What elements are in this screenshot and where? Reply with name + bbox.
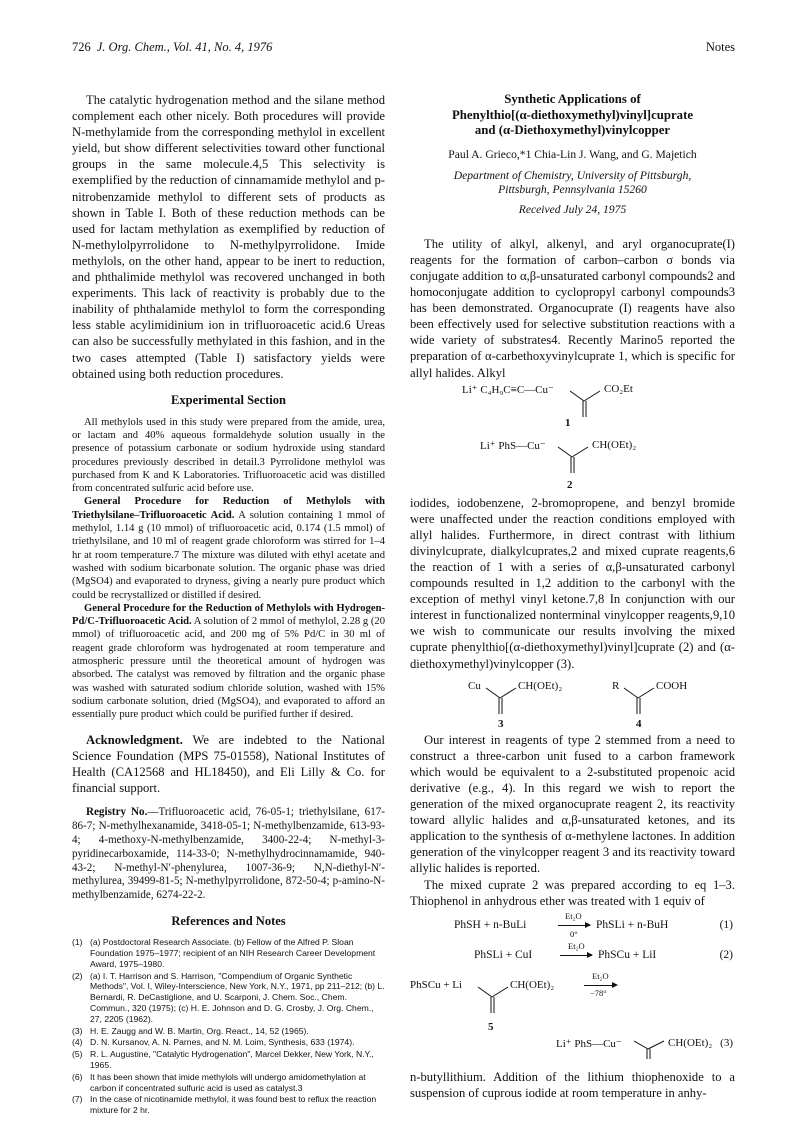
right-paragraph-5: n-butyllithium. Addition of the lithium thiophenoxide to a suspension of cuprous iodide at room temperature in anhy-	[410, 1069, 735, 1100]
eq3-product-right: CH(OEt)₂	[668, 1036, 713, 1049]
reference-item	[72, 937, 385, 969]
reference-item	[72, 1072, 385, 1094]
structure-2-left: Li⁺ PhS—Cu⁻	[480, 439, 546, 452]
eq2-products: PhSCu + LiI	[598, 948, 657, 961]
reference-text: D. N. Kursanov, A. N. Parnes, and N. M. Loim, Synthesis, 633 (1974).	[90, 1037, 355, 1048]
reference-number: (3)	[72, 1025, 83, 1036]
procedure-1-body: A solution containing 1 mmol of methylol, 1.14 g (10 mmol) of trifluoroacetic acid, 0.174 (1.5 mmol) of triethylsilane, and 10 ml of reagent grade chloroform was stirred for 1–4 hr at room temperature.7 The mixture was diluted with ethyl acetate and washed with sodium bicarbonate solution. The organic phase was dried (MgSO4) and evaporated to dryness, giving a nearly pure product which could be recrystallized or distilled if desired.	[72, 509, 385, 601]
compound-number-2: 2	[567, 478, 573, 491]
eq3-reagent-group: CH(OEt)₂	[510, 978, 555, 991]
affiliation-line-2: Pittsburgh, Pennsylvania 15260	[498, 182, 647, 196]
reference-text: In the case of nicotinamide methylol, it was found best to reflux the reaction mixture for 2 hr.	[90, 1094, 377, 1116]
journal-citation: J. Org. Chem., Vol. 41, No. 4, 1976	[96, 40, 273, 54]
structure-2	[410, 431, 735, 495]
procedure-2	[72, 602, 385, 722]
reference-number: (1)	[72, 937, 83, 948]
compound-number-5: 5	[488, 1020, 494, 1033]
compound-number-3: 3	[498, 717, 504, 730]
compound-number-1: 1	[565, 416, 571, 429]
reference-number: (7)	[72, 1094, 83, 1105]
right-paragraph-1: The utility of alkyl, alkenyl, and aryl organocuprate(I) reagents for the formation of carbon–carbon σ bonds via conjugate addition to α,β-unsaturated carbonyl compounds2 and homoconjugate addition to cyclopropyl carbonyl compounds3 has been demonstrated. Organocuprate (I) reagents have also been effectively used for selective substitution reactions with a wide variety of substrates4. Recently Marino5 reported the preparation of α-carbethoxyvinylcuprate 1, which is specific for allyl halides. Alkyl	[410, 236, 735, 380]
reference-number: (6)	[72, 1071, 83, 1082]
procedure-2-body: A solution of 2 mmol of methylol, 2.28 g (20 mmol) of trifluoroacetic acid, and 200 mg of 5% Pd/C in 30 ml of reagent grade chloroform was hydrogenated at room temperature and atmospheric pressure until the theoretical amount of hydrogen was absorbed. The catalyst was removed by filtration and the organic phase was washed with saturated sodium chloride solution, washed with 15% sodium carbonate solution, dried (MgSO4), and evaporated to afford an essentially pure product which could be purified further if desired.	[72, 616, 385, 721]
acknowledgment	[72, 732, 385, 796]
left-column	[72, 92, 385, 1117]
right-paragraph-2: iodides, iodobenzene, 2-bromopropene, and benzyl bromide were unaffected under the reaction conditions employed with allyl halides. Furthermore, in direct contrast with lithium divinylcuprate, dialkylcuprates,2 and mixed cuprate reagents,6 the reaction of 1 with a series of α,β-unsaturated carbonyl compounds resulted in 1,2 addition to the carbonyl with the exception of methyl vinyl ketone.7,8 In conjunction with our interest in functionalized nonterminal vinylcopper reagents,9,10 we wish to communicate our results involving the mixed cuprate phenylthio[(α-diethoxymethyl)vinyl]cuprate (2) and (α-diethoxymethyl)vinylcopper (3).	[410, 495, 735, 671]
references-list	[72, 937, 385, 1116]
structure-1-vinyl	[568, 387, 608, 419]
acknowledgment-body: We are indebted to the National Science Foundation (MPS 75-01558), National Institutes of Health (CA12568 and HL18450), and Eli Lilly & Co. for financial support.	[72, 732, 385, 795]
title-line-3: and (α-Diethoxymethyl)vinylcopper	[474, 123, 671, 138]
reference-item	[72, 1094, 385, 1116]
structure-3-right: CH(OEt)₂	[518, 679, 563, 692]
reference-text: (a) Postdoctoral Research Associate. (b) Fellow of the Alfred P. Sloan Foundation 1975–1977; recipient of an NIH Research Career Development Award, 1975–1980.	[90, 937, 376, 969]
registry-numbers	[72, 806, 385, 903]
structure-2-right: CH(OEt)₂	[592, 438, 637, 451]
eq1-reactants: PhSH + n-BuLi	[454, 918, 527, 931]
affiliation-line-1: Department of Chemistry, University of Pittsburgh,	[453, 168, 692, 182]
running-head	[72, 40, 735, 55]
structure-1-left: Li⁺ C₄H₉C≡C—Cu⁻	[462, 383, 554, 396]
eq3-arrowhead	[612, 982, 618, 988]
right-paragraph-4: The mixed cuprate 2 was prepared according to eq 1–3. Thiophenol in anhydrous ether was treated with 1 equiv of	[410, 877, 735, 908]
reference-text: H. E. Zaugg and W. B. Martin, Org. React., 14, 52 (1965).	[90, 1025, 309, 1036]
title-line-1: Synthetic Applications of	[504, 92, 641, 106]
eq1-temp: 0°	[570, 928, 578, 939]
eq1-number: (1)	[719, 918, 733, 931]
structure-1	[410, 381, 735, 431]
procedure-1	[72, 495, 385, 601]
right-paragraph-3: Our interest in reagents of type 2 stemmed from a need to construct a three-carbon unit fused to a carbon framework which would be equivalent to a 2-substituted propenoic acid derivative (e.g., 4). In this regard we wish to report the generation of the mixed organocuprate reagent 2, its reactivity toward allylic halides and α,β-unsaturated ketones, and its application to the synthesis of α-methylene lactones. In addition generation of the vinylcopper reagent 3 and its reactivity toward allylic halides is reported.	[410, 732, 735, 876]
structure-3-left: Cu	[468, 679, 481, 692]
reference-number: (4)	[72, 1037, 83, 1048]
eq1-arrow	[558, 925, 590, 926]
eq3-number: (3)	[720, 1036, 733, 1049]
structures-3-4	[410, 672, 735, 732]
eq2-solvent: Et₂O	[568, 940, 585, 951]
eq1-products: PhSLi + n-BuH	[596, 918, 669, 931]
eq2-number: (2)	[719, 948, 733, 961]
intro-paragraph: The catalytic hydrogenation method and the silane method complement each other nicely. Both procedures will provide N-methylamide from the corresponding methylol in excellent yield, but show different selectivities toward other functional groups in the same molecule.4,5 This selectivity is exemplified by the reduction of cinnamamide methylol and p-nitrobenzamide methylol to different sets of products as shown in Table I. Both of these reduction methods can be used for lactam methylation as exemplified by reduction of N-methylolpyrrolidone to N-methylpyrrolidone. Imide methylols, on the other hand, appear to be inert to reduction, and phthalimide methylol was recovered unchanged in both experiments. This lack of reactivity is probably due to the inability of phthalamide methylol to form the corresponding less stable acylimidinium ion in trifluoroacetic acid.6 Ureas can also be successfully methylated in this fashion, and in the two cases attempted (Table I) satisfactory yields were obtained using both reduction procedures.	[72, 93, 385, 381]
eq2-reactants: PhSLi + CuI	[474, 948, 533, 961]
authors: Paul A. Grieco,*1 Chia-Lin J. Wang, and G. Majetich	[448, 147, 697, 161]
equation-2	[410, 940, 735, 969]
structure-4-right: COOH	[656, 679, 688, 692]
right-column	[410, 92, 735, 1101]
reference-item	[72, 971, 385, 1025]
page-number: 726	[72, 40, 91, 54]
reference-item	[72, 1026, 385, 1037]
section-label: Notes	[705, 40, 735, 54]
reference-item	[72, 1049, 385, 1071]
procedure-1-heading: General Procedure for Reduction of Methylols with Triethylsilane–Trifluoroacetic Acid.	[72, 496, 385, 521]
received-date: Received July 24, 1975	[518, 202, 627, 216]
reference-item	[72, 1037, 385, 1048]
procedure-2-heading: General Procedure for the Reduction of Methylols with Hydrogen-Pd/C-Trifluoroacetic Acid.	[72, 602, 385, 628]
eq3-product-left: Li⁺ PhS—Cu⁻	[556, 1037, 622, 1050]
structure-4-left: R	[612, 679, 620, 692]
equation-1	[410, 910, 735, 939]
eq3-solvent: Et₂O	[592, 970, 609, 981]
title-line-2: Phenylthio[(α-diethoxymethyl)vinyl]cuprate	[451, 107, 694, 122]
eq3-temp: −78°	[590, 987, 607, 998]
references-heading: References and Notes	[171, 914, 286, 929]
reference-text: It has been shown that imide methylols will undergo amidomethylation at carbon if concentrated sulfuric acid is used as catalyst.3	[90, 1071, 366, 1093]
reference-number: (5)	[72, 1049, 83, 1060]
eq2-arrow	[560, 955, 592, 956]
reference-text: R. L. Augustine, "Catalytic Hydrogenation", Marcel Dekker, New York, N.Y., 1965.	[90, 1049, 374, 1070]
equation-3	[410, 970, 735, 1057]
acknowledgment-heading: Acknowledgment.	[86, 732, 183, 747]
reference-number: (2)	[72, 970, 83, 981]
eq3-reactants: PhSCu + Li	[410, 978, 463, 991]
experimental-heading: Experimental Section	[171, 392, 286, 407]
structure-2-vinyl	[556, 443, 596, 475]
eq1-solvent: Et₂O	[565, 910, 582, 921]
article-title	[410, 92, 735, 139]
compound-number-4: 4	[636, 717, 642, 730]
reference-text: (a) I. T. Harrison and S. Harrison, "Compendium of Organic Synthetic Methods", Vol. I, Wiley-Interscience, New York, N.Y., 1971, pp 211–212; (b) L. Bernardi, R. DeCastiglione, and U. Scarponi, J. Chem. Soc., Chem. Commun., 320 (1975); (c) H. E. Johnson and D. G. Crosby, J. Org. Chem., 27, 2205 (1962).	[90, 970, 385, 1024]
eq3-product-vinyl	[632, 1039, 672, 1059]
experimental-paragraph: All methylols used in this study were prepared from the amide, urea, or lactam and 40% aqueous formaldehyde solution usually in the presence of potassium carbonate or sodium hydroxide using standard procedures previously described in detail.3 Pyrrolidone methylol was purchased from K and K Laboratories. Trifluoroacetic acid was distilled from concentrated sulfuric acid before use.	[72, 416, 385, 495]
registry-body: —Trifluoroacetic acid, 76-05-1; triethylsilane, 617-86-7; N-methylhexanamide, 3418-05-1; N-methylbenzamide, 613-93-4; 4-methoxy-N-methylbenzamide, 3400-22-4; N-methyl-3-pyridinecarboxamide, 114-33-0; N-methylhydrocinnamamide, 940-43-2; N-methyl-N′-phenylurea, 1007-36-9; N,N-diethyl-N′-methylurea, 39499-81-5; N-methylpyrrolidone, 872-50-4; p-amino-N-methylbenzamide, 6274-22-2.	[72, 805, 385, 902]
registry-heading: Registry No.	[86, 805, 148, 818]
structure-1-right: CO₂Et	[604, 382, 633, 395]
affiliation	[410, 169, 735, 197]
